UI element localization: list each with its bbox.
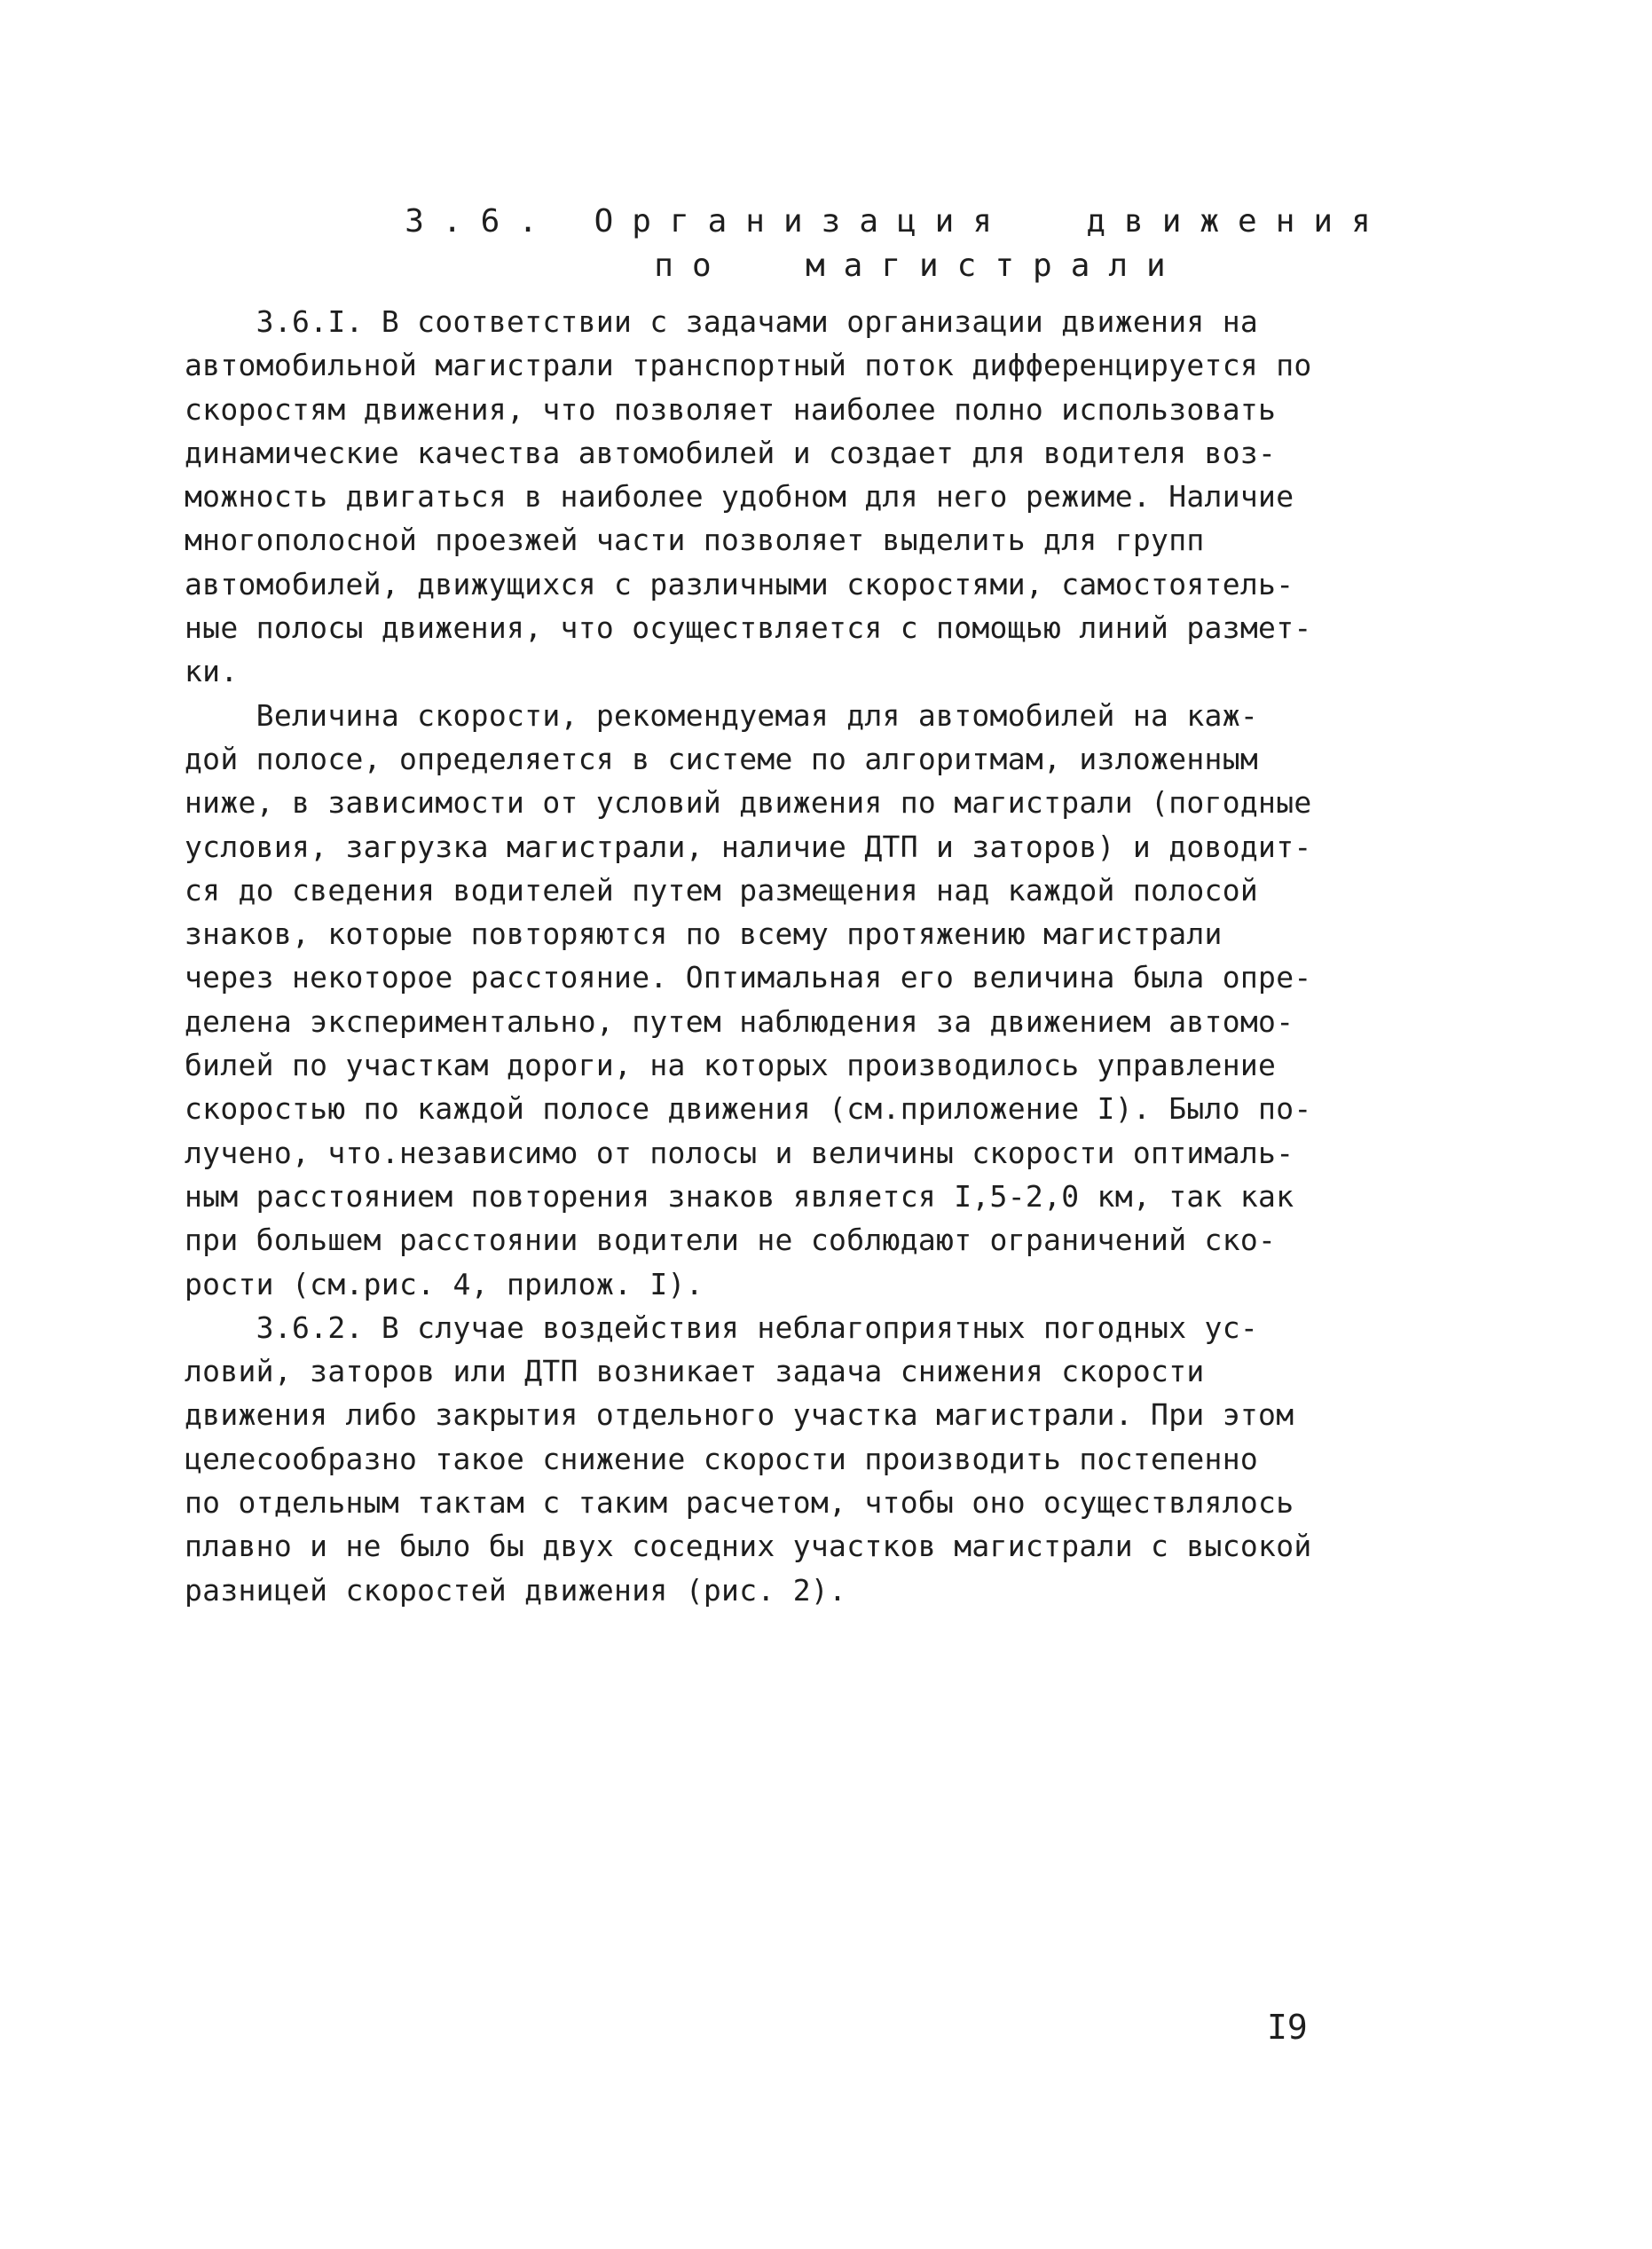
text-line: движения либо закрытия отдельного участка магистрали. При этом <box>185 1397 1294 1433</box>
text-line: автомобильной магистрали транспортный поток дифференцируется по <box>185 348 1312 383</box>
text-line: разницей скоростей движения (рис. 2). <box>185 1572 847 1608</box>
text-line: скоростям движения, что позволяет наиболее полно использовать <box>185 391 1277 427</box>
text-line: скоростью по каждой полосе движения (см.приложение I). Было по- <box>185 1091 1312 1127</box>
page-number: I9 <box>1267 2008 1308 2047</box>
text-line: условия, загрузка магистрали, наличие ДТП и заторов) и доводит- <box>185 829 1312 864</box>
text-line: дой полосе, определяется в системе по алгоритмам, изложенным <box>185 741 1259 776</box>
text-line: ся до сведения водителей путем размещения над каждой полосой <box>185 872 1259 908</box>
text-line: плавно и не было бы двух соседних участков магистрали с высокой <box>185 1529 1312 1564</box>
text-line: знаков, которые повторяются по всему протяжению магистрали <box>185 916 1223 952</box>
text-line: билей по участкам дороги, на которых производилось управление <box>185 1048 1277 1083</box>
text-line: ловий, заторов или ДТП возникает задача снижения скорости <box>185 1354 1205 1389</box>
text-line: целесообразно такое снижение скорости производить постепенно <box>185 1441 1259 1476</box>
text-line: при большем расстоянии водители не соблюдают ограничений ско- <box>185 1223 1277 1258</box>
text-line: делена экспериментально, путем наблюдения за движением автомо- <box>185 1003 1294 1039</box>
text-line: ниже, в зависимости от условий движения по магистрали (погодные <box>185 785 1312 821</box>
text-line: ки. <box>185 654 239 689</box>
body-text <box>185 300 1338 1612</box>
text-line: динамические качества автомобилей и создает для водителя воз- <box>185 435 1277 470</box>
text-line: 3.6.I. В соответствии с задачами организации движения на <box>185 304 1259 339</box>
text-line: по отдельным тактам с таким расчетом, чтобы оно осуществлялось <box>185 1485 1294 1521</box>
text-line: ным расстоянием повторения знаков является I,5-2,0 км, так как <box>185 1178 1294 1214</box>
text-line: можность двигаться в наиболее удобном для него режиме. Наличие <box>185 479 1294 515</box>
text-line: Величина скорости, рекомендуемая для автомобилей на каж- <box>185 697 1259 733</box>
text-line: рости (см.рис. 4, прилож. I). <box>185 1266 704 1301</box>
paragraph-speed-value <box>185 694 1338 1306</box>
text-line: 3.6.2. В случае воздействия неблагоприятных погодных ус- <box>185 1309 1259 1345</box>
text-line: автомобилей, движущихся с различными скоростями, самостоятель- <box>185 566 1294 602</box>
paragraph-3-6-1 <box>185 300 1338 694</box>
text-line: лучено, что.независимо от полосы и величины скорости оптималь- <box>185 1135 1294 1170</box>
paragraph-3-6-2 <box>185 1306 1338 1612</box>
text-line: многополосной проезжей части позволяет выделить для групп <box>185 523 1205 558</box>
section-heading-line-2: по магистрали <box>654 248 1184 284</box>
text-line: через некоторое расстояние. Оптимальная его величина была опре- <box>185 960 1312 995</box>
section-heading-line-1: 3.6. Организация движения <box>405 203 1389 240</box>
text-line: ные полосы движения, что осуществляется с помощью линий размет- <box>185 610 1312 646</box>
